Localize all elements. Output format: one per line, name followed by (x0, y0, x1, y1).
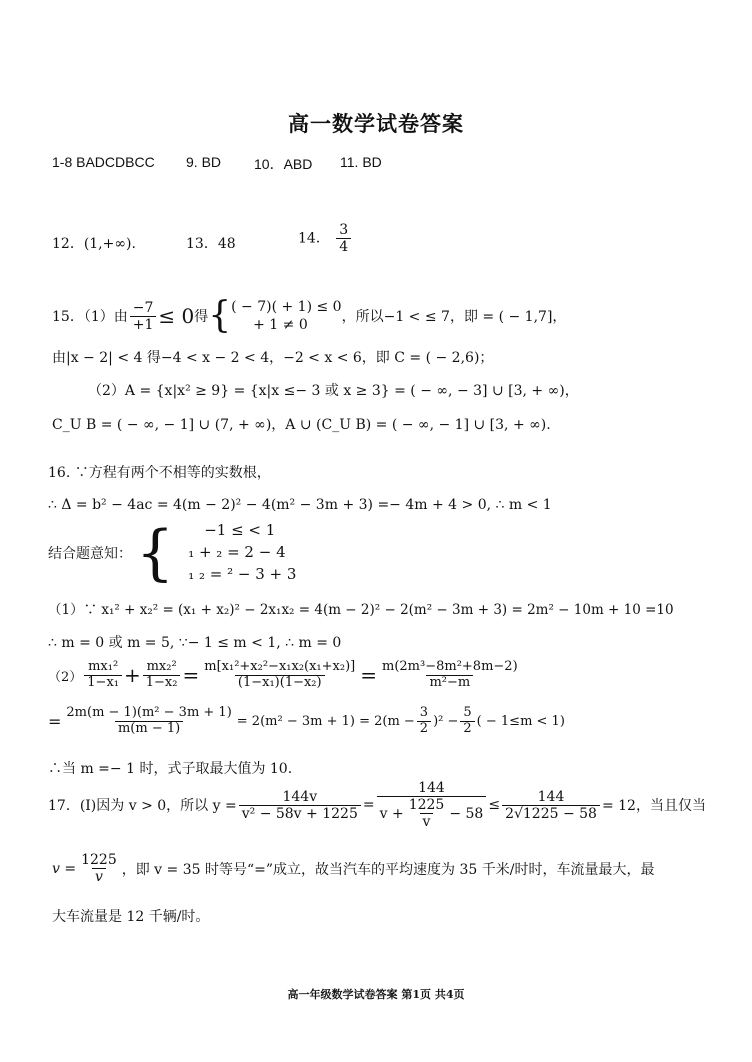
q16-l7-f2-den: 2 (417, 721, 431, 737)
q16-sys-b: ₁ + ₂ = 2 − 4 (188, 542, 286, 561)
q16-l7-eq: = (48, 711, 62, 731)
page-title: 高一数学试卷答案 (288, 111, 464, 136)
q15-l1-prefix: 15．（1）由 (52, 309, 128, 326)
q16-line-3 (48, 517, 297, 588)
q17-l1-eq: = (362, 797, 375, 814)
q16-l7-tail: ( − 1≤m < 1) (476, 713, 565, 729)
q15-l1-frac-den: +1 (130, 316, 157, 333)
q16-l6-f4-num: m(2m³−8m²+8m−2) (382, 659, 518, 674)
q16-l6-eq2: = (360, 663, 377, 688)
q16-l3-label: 结合题意知： (48, 545, 132, 562)
answer-11: 11. BD (340, 154, 382, 170)
page-footer: 高一年级数学试卷答案 第1页 共4页 (287, 988, 465, 1001)
q15-l1-sys-a: ( − 7)( + 1) ≤ 0 (231, 299, 342, 315)
q17-line-3: 大车流量是 12 千辆/时。 (52, 909, 210, 925)
q17-l2-f-num: 1225 (81, 852, 117, 868)
answer-14-numerator: 3 (339, 222, 349, 238)
q16-l7-frac-1 (63, 706, 234, 737)
q17-l1-f1-num: 144v (282, 788, 318, 805)
q16-l6-f1-den: 1−x₁ (84, 675, 122, 691)
q15-l1-de: 得 (194, 309, 209, 326)
q17-l1-f2-num: 144 (418, 780, 445, 796)
q17-l2-v: v = (52, 860, 77, 877)
q15-line-3: （2）A = {x|x² ≥ 9} = {x|x ≤− 3 或 x ≥ 3} = ( − ∞, − 3] ∪ [3, + ∞)， (88, 383, 579, 399)
q16-line-1: 16. ∵方程有两个不相等的实数根， (48, 465, 271, 481)
q16-line-4: （1）∵ x₁² + x₂² = (x₁ + x₂)² − 2x₁x₂ = 4(m − 2)² − 2(m² − 3m + 3) = 2m² − 10m + 10 =10 (48, 602, 674, 618)
q16-l6-frac-4 (379, 660, 521, 691)
q17-l1-f2-den-fd: v (420, 813, 434, 830)
q16-l6-frac-1 (84, 660, 122, 691)
q17-l1-prefix: 17．(Ⅰ)因为 v > 0，所以 y = (48, 798, 237, 815)
q17-l2-rest: ，即 v = 35 时等号“=”成立，故当汽车的平均速度为 35 千米/时时，车流量最大，最 (121, 861, 655, 878)
q16-l6-f2-den: 1−x₂ (143, 675, 181, 691)
q17-l2-f-den: v (92, 868, 106, 885)
q16-line-6 (48, 660, 523, 691)
q16-l6-frac-2 (143, 660, 181, 691)
q17-l1-f3-den: 2√1225 − 58 (502, 805, 600, 822)
answer-14 (298, 222, 353, 255)
q16-l6-f4-den: m²−m (426, 675, 473, 691)
q15-l1-system (231, 298, 341, 334)
q17-l1-f2-den-b: − 58 (449, 805, 484, 822)
q17-l1-f1-den: v² − 58v + 1225 (239, 805, 361, 822)
q17-l1-frac-2 (377, 780, 487, 830)
q16-l6-frac-3 (201, 660, 358, 691)
q17-line-1 (48, 780, 706, 830)
q16-line-5: ∴ m = 0 或 m = 5, ∵− 1 ≤ m < 1, ∴ m = 0 (48, 635, 342, 651)
q17-l1-frac-3 (502, 789, 600, 822)
q16-system-brace: { (136, 517, 175, 588)
q16-sys-c: ₁ ₂ = ² − 3 + 3 (188, 564, 297, 583)
q16-l6-eq: = (182, 663, 200, 688)
q17-l1-f3-num: 144 (537, 788, 565, 805)
q16-l7-f1-num: 2m(m − 1)(m² − 3m + 1) (66, 705, 232, 720)
answer-14-fraction (336, 222, 351, 255)
q16-l7-frac-2 (417, 706, 431, 737)
q17-l1-frac-1 (239, 789, 361, 822)
q15-l1-rest: ，所以−1 < ≤ 7，即 = ( − 1,7]， (341, 309, 567, 326)
q16-line-8: ∴当 m =− 1 时，式子取最大值为 10. (48, 761, 293, 777)
q15-line-1 (52, 295, 567, 337)
q17-l1-le: ≤ (488, 797, 501, 814)
q15-l1-frac-num: −7 (132, 299, 154, 316)
q16-l7-frac-3 (460, 706, 474, 737)
q15-l1-brace: { (208, 295, 232, 337)
q15-l1-sys-b: + 1 ≠ 0 (253, 317, 308, 334)
q17-line-2 (52, 852, 654, 885)
q15-line-2: 由|x − 2| < 4 得−4 < x − 2 < 4，−2 < x < 6，即 C = ( − 2,6)； (52, 350, 494, 366)
q17-l1-f2-den-a: v + (379, 805, 404, 822)
answer-12: 12．(1,+∞). (52, 236, 136, 252)
q16-l7-sq: )² − (433, 713, 459, 729)
q15-line-4: C_U B = ( − ∞, − 1] ∪ (7, + ∞)，A ∪ (C_U B) = ( − ∞, − 1] ∪ [3, + ∞). (52, 417, 551, 433)
q17-l1-tail: = 12，当且仅当 (601, 798, 706, 815)
q16-line-2: ∴ Δ = b² − 4ac = 4(m − 2)² − 4(m² − 3m + 3) =− 4m + 4 > 0, ∴ m < 1 (48, 497, 552, 513)
q17-l2-frac (78, 852, 120, 885)
q16-l6-prefix: （2） (48, 669, 83, 685)
q16-l6-f1-num: mx₁² (88, 659, 119, 674)
q17-l1-f2-den-fn: 1225 (408, 797, 445, 814)
q17-l1-f2-den (377, 796, 487, 830)
q16-l6-f2-num: mx₂² (146, 659, 177, 674)
q16-l7-f3-num: 5 (463, 705, 472, 720)
q16-system (180, 520, 296, 585)
q16-l6-f3-num: m[x₁²+x₂²−x₁x₂(x₁+x₂)] (204, 659, 356, 674)
q17-l1-f2-den-frac (406, 797, 448, 830)
q16-l7-f3-den: 2 (460, 721, 474, 737)
q16-l7-mid: = 2(m² − 3m + 1) = 2(m − (236, 713, 415, 729)
q16-l7-f2-num: 3 (419, 705, 429, 720)
answer-14-prefix: 14． (298, 230, 330, 247)
q16-l6-f3-den: (1−x₁)(1−x₂) (235, 675, 325, 691)
q15-l1-fraction (130, 300, 157, 333)
q16-sys-a: −1 ≤ < 1 (204, 521, 276, 539)
answer-10: 10．ABD (254, 156, 313, 172)
answer-14-denominator: 4 (336, 238, 351, 255)
answer-1-8: 1-8 BADCDBCC (52, 154, 155, 170)
q15-l1-le0: ≤ 0 (158, 304, 195, 329)
answer-9: 9. BD (186, 154, 222, 170)
q16-line-7 (48, 706, 565, 737)
answer-13: 13．48 (186, 236, 236, 252)
q16-l7-f1-den: m(m − 1) (115, 721, 183, 737)
q16-l6-plus: + (124, 663, 141, 688)
